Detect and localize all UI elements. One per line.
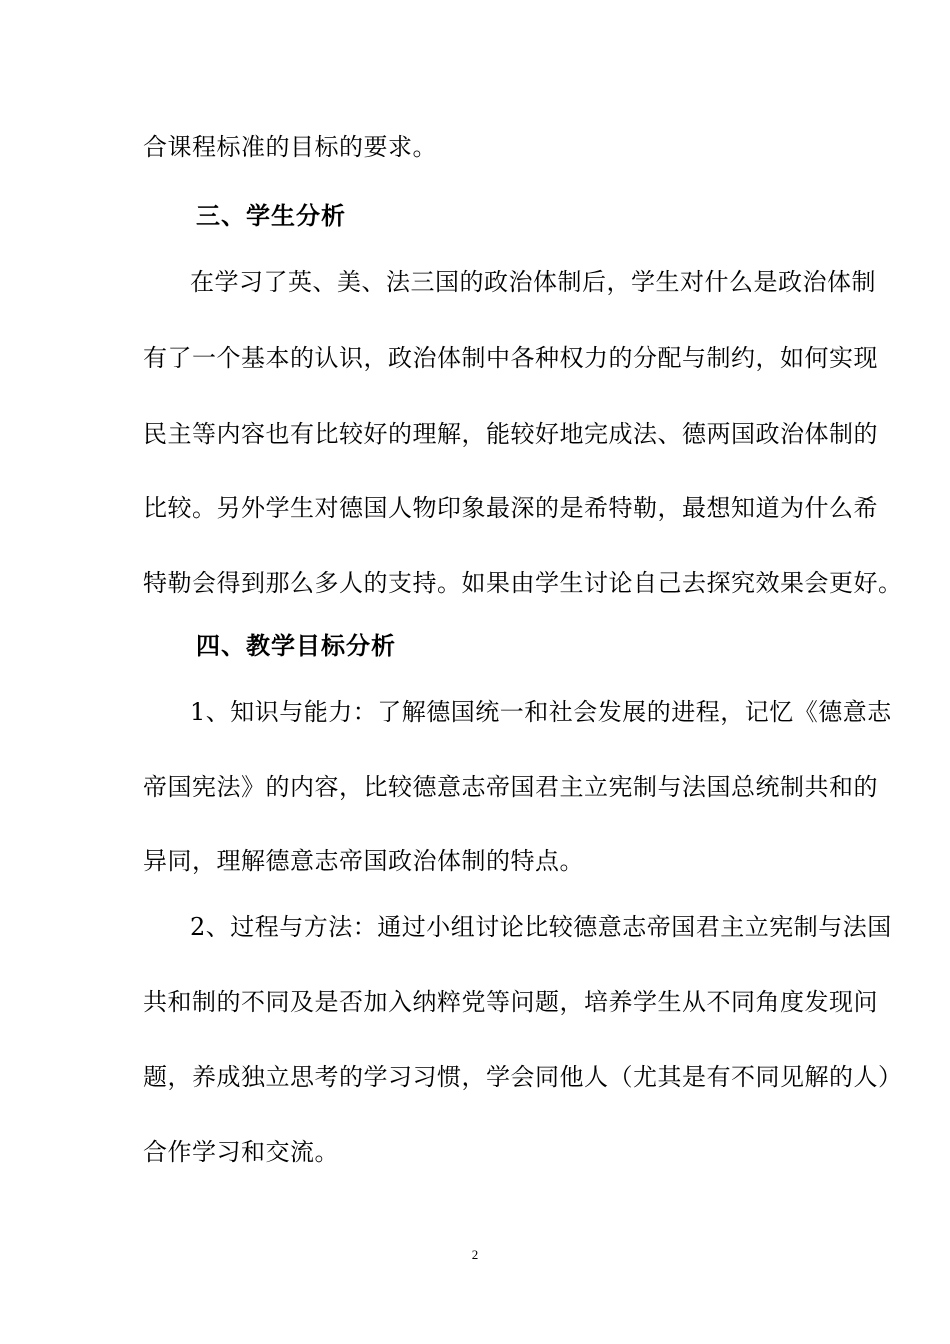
text-line: 特勒会得到那么多人的支持。如果由学生讨论自己去探究效果会更好。 bbox=[143, 569, 903, 597]
section-heading-teaching-objectives: 四、教学目标分析 bbox=[196, 631, 396, 660]
text-line: 在学习了英、美、法三国的政治体制后，学生对什么是政治体制 bbox=[190, 268, 876, 296]
text-line: 比较。另外学生对德国人物印象最深的是希特勒，最想知道为什么希 bbox=[143, 494, 878, 522]
text-line: 有了一个基本的认识，政治体制中各种权力的分配与制约，如何实现 bbox=[143, 344, 878, 372]
text-line: 合作学习和交流。 bbox=[143, 1138, 339, 1166]
text-line: 帝国宪法》的内容，比较德意志帝国君主立宪制与法国总统制共和的 bbox=[143, 773, 878, 801]
text-line: 1、知识与能力：了解德国统一和社会发展的进程，记忆《德意志 bbox=[190, 698, 892, 726]
text-line: 共和制的不同及是否加入纳粹党等问题，培养学生从不同角度发现问 bbox=[143, 988, 878, 1016]
section-heading-student-analysis: 三、学生分析 bbox=[196, 201, 346, 230]
text-line: 合课程标准的目标的要求。 bbox=[143, 133, 437, 161]
page-number: 2 bbox=[471, 1247, 479, 1262]
text-line: 民主等内容也有比较好的理解，能较好地完成法、德两国政治体制的 bbox=[143, 420, 878, 448]
text-line: 异同，理解德意志帝国政治体制的特点。 bbox=[143, 847, 584, 875]
text-line: 题，养成独立思考的学习习惯，学会同他人（尤其是有不同见解的人） bbox=[143, 1063, 903, 1091]
text-line: 2、过程与方法：通过小组讨论比较德意志帝国君主立宪制与法国 bbox=[190, 913, 892, 941]
